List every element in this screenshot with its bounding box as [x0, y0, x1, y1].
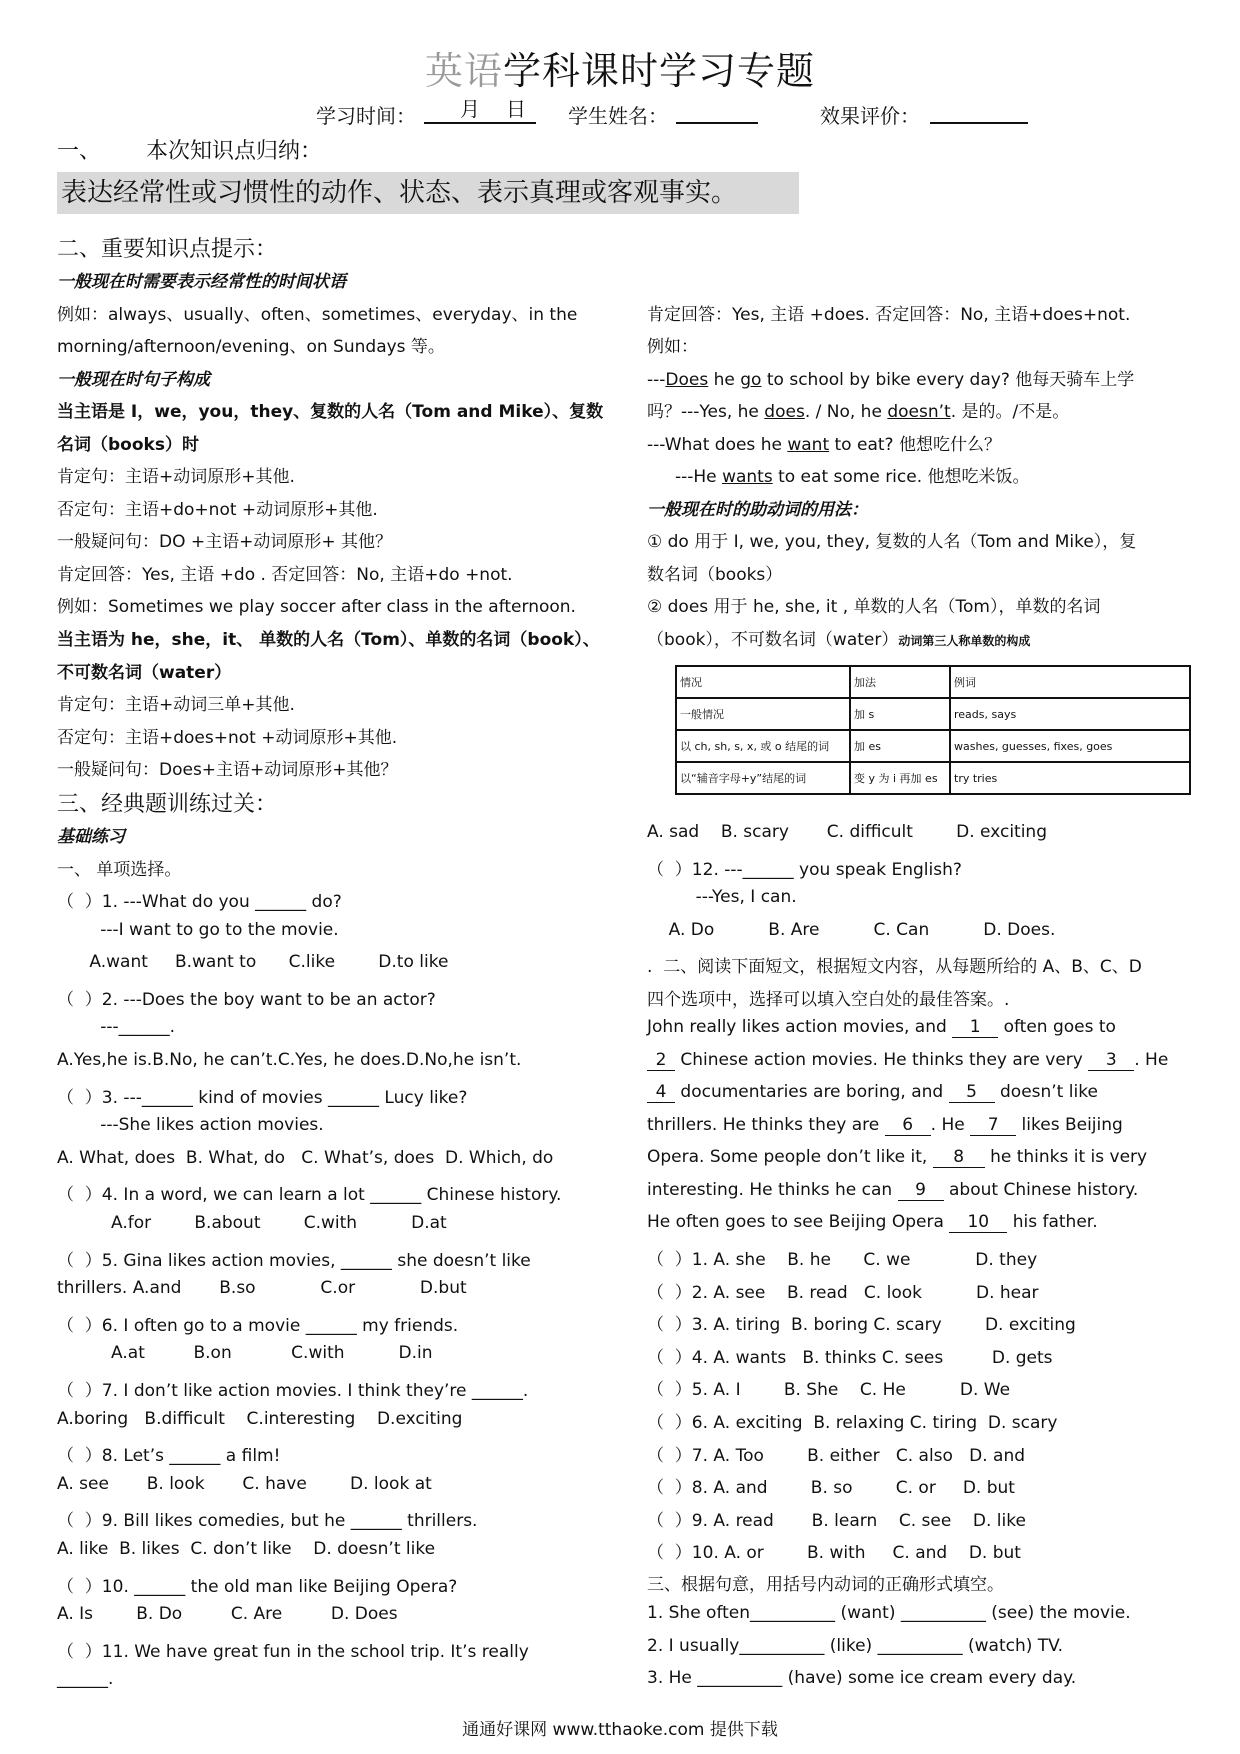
passage-blank[interactable]: 10 — [949, 1212, 1007, 1233]
table-cell: 加 es — [850, 730, 950, 762]
page-title — [0, 40, 1240, 95]
example-line: morning/afternoon/evening、on Sundays 等。 — [57, 337, 445, 357]
s2-negative: 否定句：主语+does+not +动词原形+其他. — [57, 728, 398, 748]
passage-line: 4 documentaries are boring, and 5 doesn’t like — [647, 1082, 1098, 1103]
cloze-option-line: （ ）1. A. she B. he C. we D. they — [647, 1250, 1038, 1270]
example-sentence: ---He wants to eat some rice. 他想吃米饭。 — [675, 467, 1030, 487]
table-cell: 变 y 为 i 再加 es — [850, 762, 950, 794]
question-line: A.want B.want to C.like D.to like — [57, 952, 449, 973]
fill-line: 2. I usually__________ (like) __________ (watch) TV. — [647, 1635, 1063, 1656]
s2-question: 一般疑问句：Does+主语+动词原形+其他？ — [57, 760, 398, 780]
s1-example: 例如：Sometimes we play soccer after class in the afternoon. — [57, 597, 576, 617]
section3-title: 三、经典题训练过关： — [57, 792, 278, 817]
aux-rule: ① do 用于 I, we, you, they, 复数的人名（Tom and Mike），复 — [647, 532, 1137, 552]
subject2-rule: 不可数名词（water） — [57, 663, 232, 683]
table-header-row — [676, 666, 1190, 698]
question-line: A. Is B. Do C. Are D. Does — [57, 1604, 398, 1625]
table-cell: 加 s — [850, 698, 950, 730]
question-line: （ ）9. Bill likes comedies, but he ______ thrillers. — [57, 1511, 478, 1532]
cloze-option-line: （ ）10. A. or B. with C. and D. but — [647, 1543, 1021, 1564]
question-line: A. see B. look C. have D. look at — [57, 1473, 432, 1494]
question-line: （ ）4. In a word, we can learn a lot ______ Chinese history. — [57, 1185, 562, 1206]
passage-blank[interactable]: 7 — [970, 1115, 1016, 1136]
section1-title: 本次知识点归纳： — [146, 139, 323, 164]
example-sentence: ---Does he go to school by bike every day? 他每天骑车上学 — [647, 370, 1135, 390]
subject1-rule: 当主语是 I，we，you，they、复数的人名（Tom and Mike）、复数 — [57, 402, 604, 422]
example-label: 例如： — [647, 337, 698, 357]
time-adverbs-heading: 一般现在时需要表示经常性的时间状语 — [57, 272, 346, 292]
question-line: A. like B. likes C. don’t like D. doesn’t like — [57, 1539, 436, 1559]
question-line: ---She likes action movies. — [57, 1115, 324, 1136]
cloze-option-line: （ ）8. A. and B. so C. or D. but — [647, 1478, 1015, 1499]
question-line: A.Yes,he is.B.No, he can’t.C.Yes, he does.D.No,he isn’t. — [57, 1050, 522, 1070]
fill-line: 3. He __________ (have) some ice cream every day. — [647, 1668, 1077, 1689]
table-cell: 以 ch, sh, s, x, 或 o 结尾的词 — [676, 730, 850, 762]
aux-rule: 数名词（books） — [647, 565, 783, 585]
cloze-option-line: （ ）7. A. Too B. either C. also D. and — [647, 1445, 1026, 1466]
example-line: 例如：always、usually、often、sometimes、everyday、in the — [57, 305, 578, 325]
passage-blank[interactable]: 8 — [933, 1147, 985, 1168]
day-label: 日 — [506, 97, 526, 121]
s1-affirmative: 肯定句：主语+动词原形+其他. — [57, 467, 295, 487]
s2-answers: 肯定回答：Yes, 主语 +does. 否定回答：No, 主语+does+not. — [647, 305, 1131, 325]
question-line: ______. — [57, 1669, 114, 1690]
subject1-rule: 名词（books）时 — [57, 435, 199, 455]
aux-rule: ② does 用于 he, she, it , 单数的人名（Tom），单数的名词 — [647, 597, 1101, 617]
table-header: 加法 — [850, 666, 950, 698]
table-row — [676, 762, 1190, 794]
cloze-option-line: （ ）9. A. read B. learn C. see D. like — [647, 1510, 1026, 1531]
table-cell: try tries — [950, 762, 1190, 794]
table-cell: 一般情况 — [676, 698, 850, 730]
fill-line: 1. She often__________ (want) __________ (see) the movie. — [647, 1603, 1131, 1623]
question-line: （ ）3. ---______ kind of movies ______ Lucy like? — [57, 1087, 468, 1108]
question-line: （ ）11. We have great fun in the school trip. It’s really — [57, 1641, 529, 1662]
third-person-table — [675, 665, 1191, 795]
question-line: （ ）2. ---Does the boy want to be an actor? — [57, 989, 436, 1010]
question-line: A. sad B. scary C. difficult D. exciting — [647, 822, 1047, 842]
question-line: A.at B.on C.with D.in — [57, 1343, 433, 1364]
cloze-option-line: （ ）4. A. wants B. thinks C. sees D. gets — [647, 1347, 1053, 1368]
subject2-rule: 当主语为 he，she，it、 单数的人名（Tom）、单数的名词（book）、 — [57, 630, 600, 650]
table-header: 例词 — [950, 666, 1190, 698]
study-time-label: 学习时间： — [316, 104, 416, 128]
passage-blank[interactable]: 9 — [898, 1180, 944, 1201]
table-row — [676, 698, 1190, 730]
aux-rule: （book），不可数名词（water）动词第三人称单数的构成 — [647, 630, 1031, 650]
table-cell: washes, guesses, fixes, goes — [950, 730, 1190, 762]
table-cell: reads, says — [950, 698, 1190, 730]
passage-line: thrillers. He thinks they are 6 . He 7 likes Beijing — [647, 1115, 1123, 1135]
passage-line: 2 Chinese action movies. He thinks they are very 3 . He — [647, 1050, 1168, 1071]
s2-affirmative: 肯定句：主语+动词三单+其他. — [57, 695, 295, 715]
passage-line: He often goes to see Beijing Opera 10 his father. — [647, 1212, 1098, 1232]
question-line: A. Do B. Are C. Can D. Does. — [647, 919, 1056, 940]
passage-line: Opera. Some people don’t like it, 8 he thinks it is very — [647, 1147, 1148, 1167]
cloze-option-line: （ ）3. A. tiring B. boring C. scary D. exciting — [647, 1315, 1076, 1336]
s1-answers: 肯定回答：Yes, 主语 +do . 否定回答：No, 主语+do +not. — [57, 565, 513, 585]
summary-banner: 表达经常性或习惯性的动作、状态、表示真理或客观事实。 — [57, 172, 799, 214]
question-line: ---I want to go to the movie. — [57, 919, 339, 940]
part1-title: 一、 单项选择。 — [57, 860, 182, 880]
question-line: ---______. — [57, 1017, 176, 1038]
student-label: 学生姓名： — [568, 104, 668, 128]
question-line: （ ）5. Gina likes action movies, ______ she doesn’t like — [57, 1250, 531, 1271]
aux-heading: 一般现在时的助动词的用法： — [647, 500, 868, 520]
part3-title: 三、根据句意，用括号内动词的正确形式填空。 — [647, 1575, 1004, 1595]
passage-blank[interactable]: 5 — [949, 1082, 995, 1103]
question-line: A.for B.about C.with D.at — [57, 1213, 447, 1233]
example-sentence: ---What does he want to eat? 他想吃什么？ — [647, 435, 1001, 455]
question-line: ---Yes, I can. — [647, 887, 797, 908]
question-line: thrillers. A.and B.so C.or D.but — [57, 1278, 467, 1299]
question-line: （ ）8. Let’s ______ a film! — [57, 1446, 281, 1467]
question-line: A.boring B.difficult C.interesting D.exciting — [57, 1408, 463, 1429]
question-line: （ ）1. ---What do you ______ do? — [57, 892, 342, 912]
section1-num: 一、 — [57, 139, 102, 164]
passage-blank[interactable]: 6 — [885, 1115, 931, 1136]
question-line: （ ）12. ---______ you speak English? — [647, 859, 962, 880]
question-line: （ ）7. I don’t like action movies. I think they’re ______. — [57, 1381, 529, 1401]
cloze-option-line: （ ）6. A. exciting B. relaxing C. tiring D. scary — [647, 1413, 1058, 1433]
cloze-option-line: （ ）5. A. I B. She C. He D. We — [647, 1380, 1011, 1401]
cloze-option-line: （ ）2. A. see B. read C. look D. hear — [647, 1282, 1039, 1303]
table-header: 情况 — [676, 666, 850, 698]
table-cell: 以“辅音字母+y”结尾的词 — [676, 762, 850, 794]
month-label: 月 — [460, 97, 480, 121]
table-row — [676, 730, 1190, 762]
section2-title: 二、重要知识点提示： — [57, 237, 278, 262]
structure-heading: 一般现在时句子构成 — [57, 370, 210, 390]
eval-label: 效果评价： — [820, 104, 920, 128]
s1-negative: 否定句：主语+do+not +动词原形+其他. — [57, 500, 378, 520]
passage-blank[interactable]: 2 — [647, 1050, 675, 1071]
study-time-field[interactable] — [424, 97, 536, 124]
title-subject: 英语 — [424, 49, 503, 93]
question-line: A. What, does B. What, do C. What’s, does D. Which, do — [57, 1147, 554, 1168]
example-sentence: 吗？---Yes, he does. / No, he doesn’t. 是的。/不是。 — [647, 402, 1070, 422]
s1-question: 一般疑问句：DO +主语+动词原形+ 其他？ — [57, 532, 393, 552]
basic-heading: 基础练习 — [57, 827, 125, 847]
passage-line: John really likes action movies, and 1 often goes to — [647, 1017, 1116, 1037]
passage-line: interesting. He thinks he can 9 about Chinese history. — [647, 1180, 1139, 1200]
passage-blank[interactable]: 3 — [1088, 1050, 1134, 1071]
passage-blank[interactable]: 1 — [952, 1017, 998, 1038]
question-line: 四个选项中，选择可以填入空白处的最佳答案。. — [647, 990, 1010, 1010]
question-line: （ ）6. I often go to a movie ______ my friends. — [57, 1315, 459, 1336]
footer: 通通好课网 www.tthaoke.com 提供下载 — [462, 1720, 778, 1740]
question-line: . 二、阅读下面短文，根据短文内容，从每题所给的 A、B、C、D — [647, 957, 1142, 978]
question-line: （ ）10. ______ the old man like Beijing Opera? — [57, 1576, 458, 1597]
passage-blank[interactable]: 4 — [647, 1082, 675, 1103]
title-main: 学科课时学习专题 — [503, 49, 816, 93]
